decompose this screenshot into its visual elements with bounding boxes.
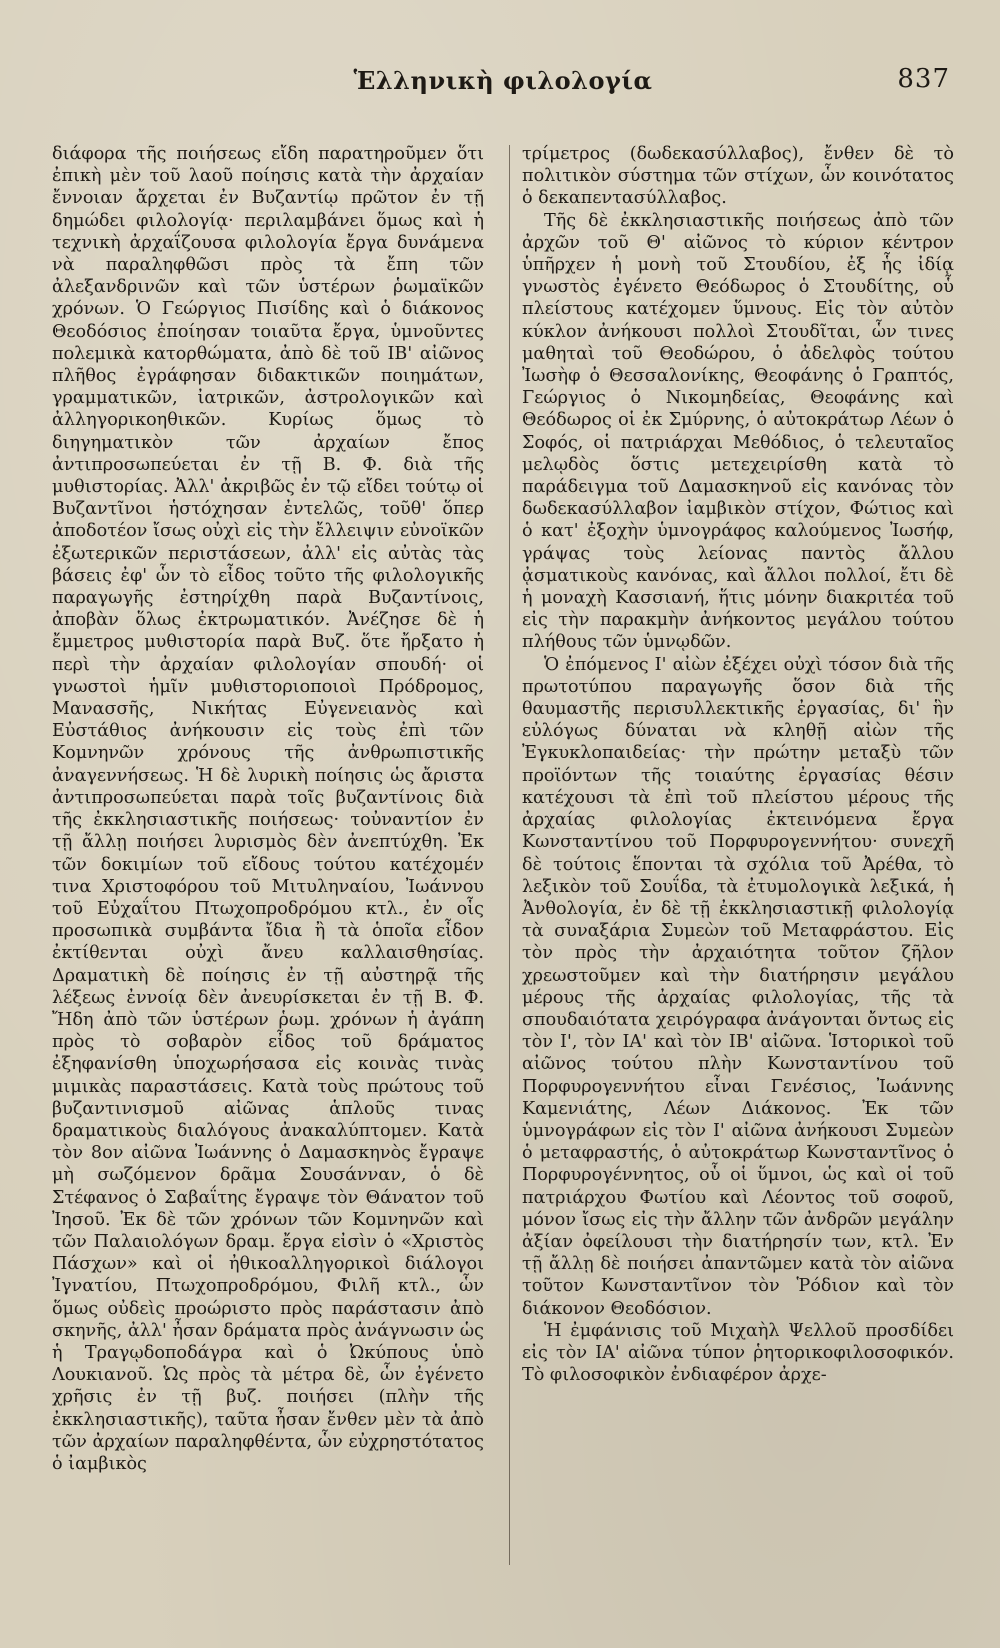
right-column bbox=[522, 143, 954, 1565]
left-paragraph-1: διάφορα τῆς ποιήσεως εἴδη παρατηροῦμεν ὅτι ἐπικὴ μὲν τοῦ λαοῦ ποίησις κατὰ τὴν ἀρχαίαν ἔννοιαν ἄρχεται ἐν Βυζαντίῳ πρῶτον ἐν τῇ δημώδει φιλολογίᾳ· περιλαμβάνει ὅμως καὶ ἡ τεχνικὴ ἀρχαΐζουσα φιλολογία ἔργα δυνάμενα νὰ παραληφθῶσι πρὸς τὰ ἔπη τῶν ἀλεξανδρινῶν καὶ τῶν ὑστέρων ῥωμαϊκῶν χρόνων. Ὁ Γεώργιος Πισίδης καὶ ὁ διάκονος Θεοδόσιος ἐποίησαν τοιαῦτα ἔργα, ὑμνοῦντες πολεμικὰ κατορθώματα, ἀπὸ δὲ τοῦ ΙΒ' αἰῶνος πλῆθος ἐγράφησαν διδακτικῶν ποιημάτων, γραμματικῶν, ἰατρικῶν, ἀστρολογικῶν καὶ ἀλληγορικοηθικῶν. Κυρίως ὅμως τὸ διηγηματικὸν τῶν ἀρχαίων ἔπος ἀντιπροσωπεύεται ἐν τῇ Β. Φ. διὰ τῆς μυθιστορίας. Ἀλλ' ἀκριβῶς ἐν τῷ εἴδει τούτῳ οἱ Βυζαντῖνοι ἡστόχησαν ἐντελῶς, τοῦθ' ὅπερ ἀποδοτέον ἴσως οὐχὶ εἰς τὴν ἔλλειψιν εὐνοϊκῶν ἐξωτερικῶν περιστάσεων, ἀλλ' εἰς αὐτὰς τὰς βάσεις ἐφ' ὧν τὸ εἶδος τοῦτο τῆς φιλολογικῆς παραγωγῆς ἐστηρίχθη παρὰ Βυζαντίνοις, ἀποβὰν ὅλως ἐκτρωματικόν. Ἀνέζησε δὲ ἡ ἔμμετρος μυθιστορία παρὰ Βυζ. ὅτε ἤρξατο ἡ περὶ τὴν ἀρχαίαν φιλολογίαν σπουδή· οἱ γνωστοὶ ἡμῖν μυθιστοριοποιοὶ Πρόδρομος, Μανασσῆς, Νικήτας Εὐγενειανὸς καὶ Εὐστάθιος ἀνήκουσιν εἰς τοὺς ἐπὶ τῶν Κομνηνῶν χρόνους τῆς ἀνθρωπιστικῆς ἀναγεννήσεως. Ἡ δὲ λυρικὴ ποίησις ὡς ἄριστα ἀντιπροσωπεύεται παρὰ τοῖς βυζαντίνοις διὰ τῆς ἐκκλησιαστικῆς ποιήσεως· τοὐναντίον ἐν τῇ ἄλλῃ ποιήσει λυρισμὸς δὲν ἀνεπτύχθη. Ἐκ τῶν δοκιμίων τοῦ εἴδους τούτου κατέχομέν τινα Χριστοφόρου τοῦ Μιτυληναίου, Ἰωάννου τοῦ Εὐχαΐτου Πτωχοπροδρόμου κτλ., ἐν οἷς προσωπικὰ συμβάντα ἴδια ἢ τὰ ὁποῖα εἶδον ἐκτίθενται οὐχὶ ἄνευ καλλαισθησίας. Δραματικὴ δὲ ποίησις ἐν τῇ αὐστηρᾷ τῆς λέξεως ἐννοίᾳ δὲν ἀνευρίσκεται ἐν τῇ Β. Φ. Ἤδη ἀπὸ τῶν ὑστέρων ῥωμ. χρόνων ἡ ἀγάπη πρὸς τὸ σοβαρὸν εἶδος τοῦ δράματος ἐξηφανίσθη ὑποχωρήσασα εἰς κοινὰς τινὰς μιμικὰς παραστάσεις. Κατὰ τοὺς πρώτους τοῦ βυζαντινισμοῦ αἰῶνας ἁπλοῦς τινας δραματικοὺς διαλόγους ἀνακαλύπτομεν. Κατὰ τὸν 8ον αἰῶνα Ἰωάννης ὁ Δαμασκηνὸς ἔγραψε μὴ σωζόμενον δρᾶμα Σουσάνναν, ὁ δὲ Στέφανος ὁ Σαβαΐτης ἔγραψε τὸν Θάνατον τοῦ Ἰησοῦ. Ἐκ δὲ τῶν χρόνων τῶν Κομνηνῶν καὶ τῶν Παλαιολόγων δραμ. ἔργα εἰσὶν ὁ «Χριστὸς Πάσχων» καὶ οἱ ἠθικοαλληγορικοὶ διάλογοι Ἰγνατίου, Πτωχοπροδρόμου, Φιλῆ κτλ., ὧν ὅμως οὐδεὶς προώριστο πρὸς παράστασιν ἀπὸ σκηνῆς, ἀλλ' ἦσαν δράματα πρὸς ἀνάγνωσιν ὡς ἡ Τραγῳδοποδάγρα καὶ ὁ Ὠκύπους ὑπὸ Λουκιανοῦ. Ὡς πρὸς τὰ μέτρα δὲ, ὧν ἐγένετο χρῆσις ἐν τῇ βυζ. ποιήσει (πλὴν τῆς ἐκκλησιαστικῆς), ταῦτα ἦσαν ἔνθεν μὲν τὰ ἀπὸ τῶν ἀρχαίων παραληφθέντα, ὧν εὐχρηστότατος ὁ ἰαμβικὸς bbox=[52, 144, 484, 1474]
page-header bbox=[52, 62, 954, 109]
right-paragraph-3: Ὁ ἐπόμενος Ι' αἰὼν ἐξέχει οὐχὶ τόσον διὰ τῆς πρωτοτύπου παραγωγῆς ὅσον διὰ τῆς θαυμαστῆς περισυλλεκτικῆς ἐργασίας, δι' ἣν εὐλόγως δύναται νὰ κληθῇ αἰὼν τῆς Ἐγκυκλοπαιδείας· τὴν πρώτην μεταξὺ τῶν προϊόντων τῆς τοιαύτης ἐργασίας θέσιν κατέχουσι τὰ ἐπὶ τοῦ πλείστου μέρους τῆς ἀρχαίας φιλολογίας ἐκτεινόμενα ἔργα Κωνσταντίνου τοῦ Πορφυρογεννήτου· συνεχῆ δὲ τούτοις ἕπονται τὰ σχόλια τοῦ Ἀρέθα, τὸ λεξικὸν τοῦ Σουΐδα, τὰ ἐτυμολογικὰ λεξικά, ἡ Ἀνθολογία, ἐν δὲ τῇ ἐκκλησιαστικῇ φιλολογίᾳ τὰ συναξάρια Συμεὼν τοῦ Μεταφράστου. Εἰς τὸν πρὸς τὴν ἀρχαιότητα τοῦτον ζῆλον χρεωστοῦμεν καὶ τὴν διατήρησιν μεγάλου μέρους τῆς ἀρχαίας φιλολογίας, τῆς τὰ σπουδαιότατα χειρόγραφα ἀνάγονται ὄντως εἰς τὸν Ι', τὸν ΙΑ' καὶ τὸν ΙΒ' αἰῶνα. Ἱστορικοὶ τοῦ αἰῶνος τούτου πλὴν Κωνσταντίνου τοῦ Πορφυρογεννήτου εἶναι Γενέσιος, Ἰωάννης Καμενιάτης, Λέων Διάκονος. Ἐκ τῶν ὑμνογράφων εἰς τὸν Ι' αἰῶνα ἀνήκουσι Συμεὼν ὁ μεταφραστής, ὁ αὐτοκράτωρ Κωνσταντῖνος ὁ Πορφυρογέννητος, οὗ οἱ ὕμνοι, ὡς καὶ οἱ τοῦ πατριάρχου Φωτίου καὶ Λέοντος τοῦ σοφοῦ, μόνον ἴσως εἰς τὴν ἄλλην τῶν ἀνδρῶν μεγάλην ἀξίαν ὀφείλουσι τὴν διατήρησίν των, κτλ. Ἐν τῇ ἄλλῃ δὲ ποιήσει ἀπαντῶμεν κατὰ τὸν αἰῶνα τοῦτον Κωνσταντῖνον τὸν Ῥόδιον καὶ τὸν διάκονον Θεοδόσιον. bbox=[522, 654, 954, 1319]
right-paragraph-4: Ἡ ἐμφάνισις τοῦ Μιχαὴλ Ψελλοῦ προσδίδει εἰς τὸν ΙΑ' αἰῶνα τύπον ῥητορικοφιλοσοφικόν. Τὸ φιλοσοφικὸν ἐνδιαφέρον ἀρχε- bbox=[522, 1320, 954, 1386]
right-paragraph-1: τρίμετρος (δωδεκασύλλαβος), ἔνθεν δὲ τὸ πολιτικὸν σύστημα τῶν στίχων, ὧν κοινότατος ὁ δεκαπεντασύλλαβος. bbox=[522, 144, 954, 209]
page-number: 837 bbox=[897, 64, 950, 94]
running-title: Ἑλληνικὴ φιλολογία bbox=[353, 66, 653, 95]
right-paragraph-2: Τῆς δὲ ἐκκλησιαστικῆς ποιήσεως ἀπὸ τῶν ἀρχῶν τοῦ Θ' αἰῶνος τὸ κύριον κέντρον ὑπῆρχεν ἡ μονὴ τοῦ Στουδίου, ἐξ ἧς ἰδίᾳ γνωστὸς ἐγένετο Θεόδωρος ὁ Στουδίτης, οὗ πλείστους κατέχομεν ὕμνους. Εἰς τὸν αὐτὸν κύκλον ἀνήκουσι πολλοὶ Στουδῖται, ὧν τινες μαθηταὶ τοῦ Θεοδώρου, ὁ ἀδελφὸς τούτου Ἰωσὴφ ὁ Θεσσαλονίκης, Θεοφάνης ὁ Γραπτός, Γεώργιος ὁ Νικομηδείας, Θεοφάνης καὶ Θεόδωρος οἱ ἐκ Σμύρνης, ὁ αὐτοκράτωρ Λέων ὁ Σοφός, οἱ πατριάρχαι Μεθόδιος, ὁ τελευταῖος μελῳδὸς ὅστις μετεχειρίσθη κατὰ τὸ παράδειγμα τοῦ Δαμασκηνοῦ εἰς κανόνας τὸν δωδεκασύλλαβον ἰαμβικὸν στίχον, Φώτιος καὶ ὁ κατ' ἐξοχὴν ὑμνογράφος καλούμενος Ἰωσήφ, γράψας τοὺς λείονας παντὸς ἄλλου ᾀσματικοὺς κανόνας, καὶ ἄλλοι πολλοί, ἔτι δὲ ἡ μοναχὴ Κασσιανή, ἥτις μόνην διακριτέα τοῦ εἰς τὴν παρακμὴν ἀνήκοντος μεγάλου τούτου πλήθους τῶν ὑμνῳδῶν. bbox=[522, 210, 954, 653]
column-divider bbox=[509, 145, 510, 1565]
left-column bbox=[52, 143, 484, 1565]
text-columns bbox=[52, 143, 954, 1565]
